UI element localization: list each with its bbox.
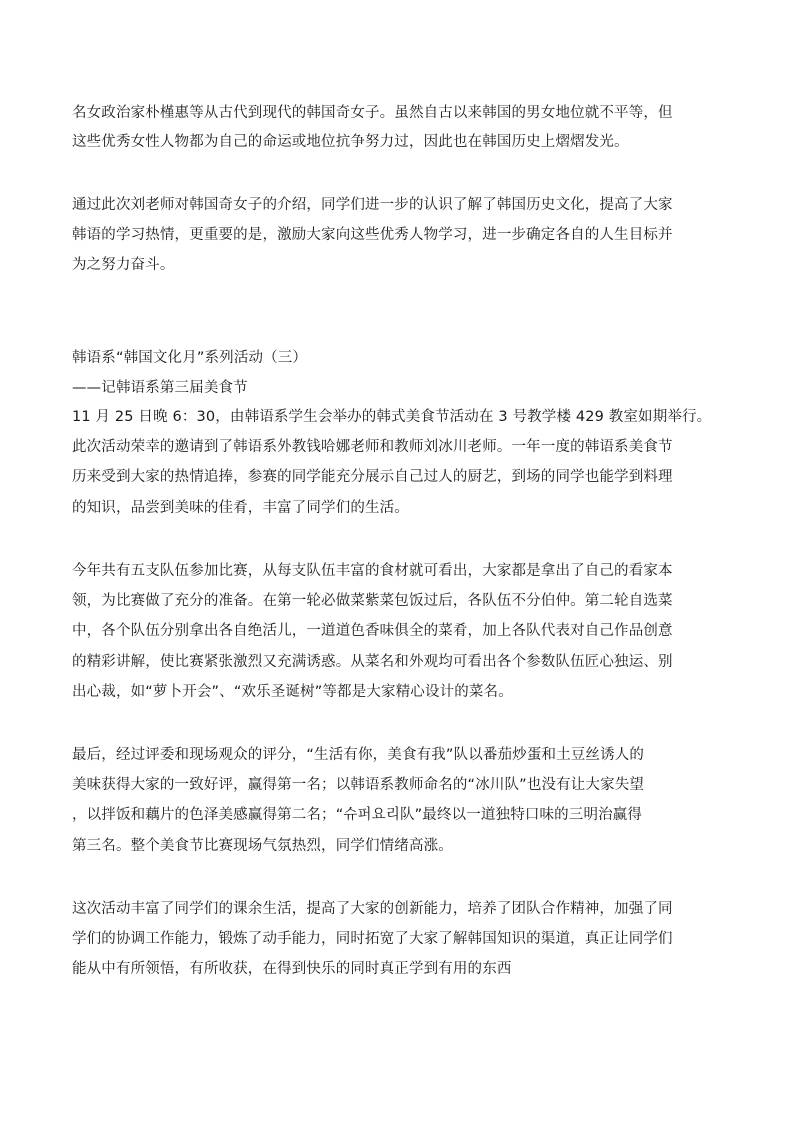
article-paragraph-3-line: 第三名。整个美食节比赛现场气氛热烈，同学们情绪高涨。 [72,838,453,854]
article-paragraph-2-line: 的精彩讲解，使比赛紧张激烈又充满诱惑。从菜名和外观均可看出各个参数队伍匠心独运、别 [72,654,673,670]
article-paragraph-2-line: 领，为比赛做了充分的准备。在第一轮必做菜紫菜包饭过后，各队伍不分伯仲。第二轮自选菜 [72,593,673,609]
article-paragraph-1-line: 历来受到大家的热情追捧，参赛的同学能充分展示自己过人的厨艺，到场的同学也能学到料理 [72,469,673,485]
article-paragraph-1-line: 此次活动荣幸的邀请到了韩语系外教钱哈娜老师和教师刘冰川老师。一年一度的韩语系美食节 [72,439,673,455]
summary-paragraph-line: 韩语的学习热情，更重要的是，激励大家向这些优秀人物学习，进一步确定各自的人生目标并 [72,227,673,243]
intro-paragraph-line: 这些优秀女性人物都为自己的命运或地位抗争努力过，因此也在韩国历史上熠熠发光。 [72,134,629,150]
article-paragraph-1-line: 的知识，品尝到美味的佳肴，丰富了同学们的生活。 [72,500,409,516]
article-title: 韩语系“韩国文化月”系列活动（三） [72,350,308,366]
intro-paragraph-line: 名女政治家朴槿惠等从古代到现代的韩国奇女子。虽然自古以来韩国的男女地位就不平等，但 [72,105,673,121]
article-paragraph-3-line: 美味获得大家的一致好评，赢得第一名；以韩语系教师命名的“冰川队”也没有让大家失望 [72,777,645,793]
article-paragraph-3-line: ，以拌饭和藕片的色泽美感赢得第二名；“슈퍼요리队”最终以一道独特口味的三明治赢得 [72,807,643,823]
article-paragraph-3-line: 最后，经过评委和现场观众的评分，“生活有你，美食有我”队以番茄炒蛋和土豆丝诱人的 [72,747,645,763]
article-paragraph-4-line: 学们的协调工作能力，锻炼了动手能力，同时拓宽了大家了解韩国知识的渠道，真正让同学们 [72,931,673,947]
article-paragraph-2-line: 出心裁，如“萝卜开会”、“欢乐圣诞树”等都是大家精心设计的菜名。 [72,684,513,700]
article-paragraph-1-line: 11 月 25 日晚 6：30，由韩语系学生会举办的韩式美食节活动在 3 号教学楼 429 教室如期举行。 [72,409,712,425]
summary-paragraph-line: 通过此次刘老师对韩国奇女子的介绍，同学们进一步的认识了解了韩国历史文化，提高了大家 [72,197,673,213]
article-paragraph-4-line: 这次活动丰富了同学们的课余生活，提高了大家的创新能力，培养了团队合作精神，加强了同 [72,901,673,917]
article-paragraph-2-line: 今年共有五支队伍参加比赛，从每支队伍丰富的食材就可看出，大家都是拿出了自己的看家本 [72,563,673,579]
article-subtitle: ——记韩语系第三届美食节 [72,380,248,396]
article-paragraph-4-line: 能从中有所领悟，有所收获，在得到快乐的同时真正学到有用的东西 [72,961,512,977]
summary-paragraph-line: 为之努力奋斗。 [72,257,175,273]
article-paragraph-2-line: 中，各个队伍分别拿出各自绝活儿，一道道色香味俱全的菜肴，加上各队代表对自己作品创意 [72,623,673,639]
